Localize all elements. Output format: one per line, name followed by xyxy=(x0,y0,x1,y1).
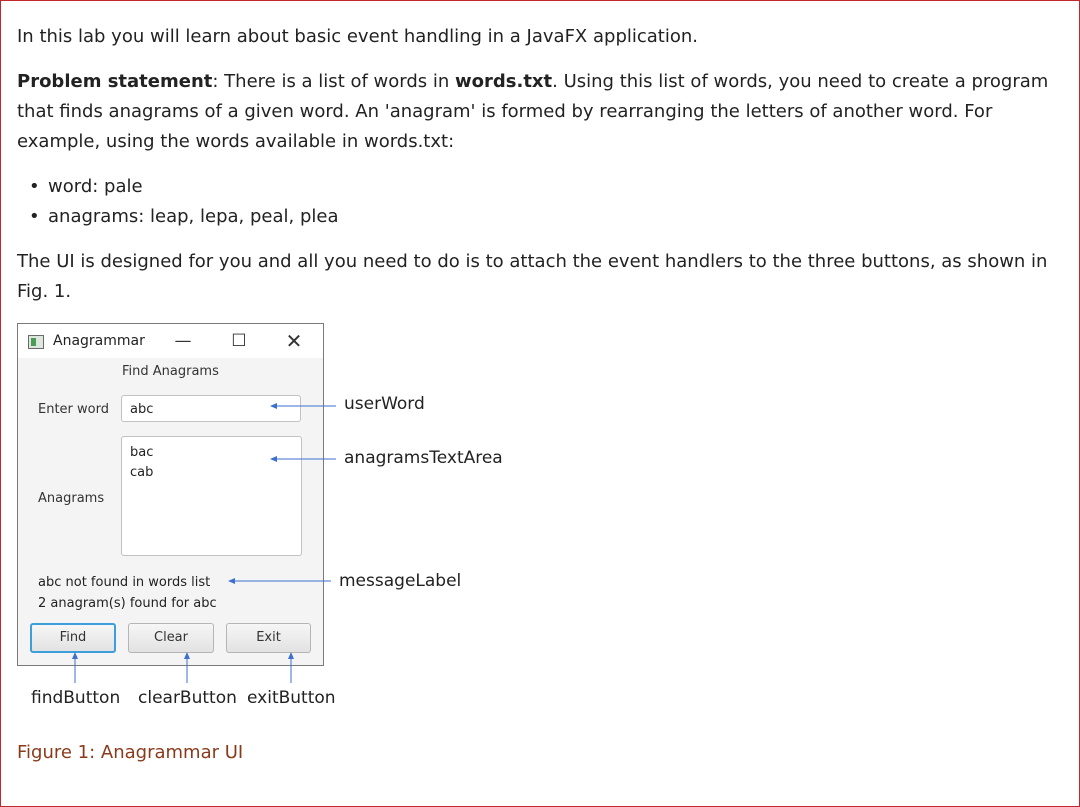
message-label-callout: messageLabel xyxy=(339,571,462,591)
window-titlebar xyxy=(18,324,323,358)
problem-statement-paragraph xyxy=(17,67,1057,157)
message-line: abc not found in words list xyxy=(38,575,211,590)
anagram-line: cab xyxy=(130,465,154,480)
enter-word-label: Enter word xyxy=(38,402,109,417)
minimize-icon[interactable]: — xyxy=(174,331,192,351)
figure-caption: Figure 1: Anagrammar UI xyxy=(17,742,244,763)
message-label xyxy=(38,572,217,614)
word-input[interactable]: abc xyxy=(121,395,301,422)
app-icon xyxy=(28,335,44,349)
intro-paragraph: In this lab you will learn about basic event handling in a JavaFX application. xyxy=(17,26,698,47)
problem-text-b: . Using this list of words, you need to create a program that finds anagrams of a given word. An 'anagram' is formed by rearranging the letters of another word. For example, using the words available in words.txt: xyxy=(17,71,1049,152)
ui-note-paragraph: The UI is designed for you and all you need to do is to attach the event handlers to the three buttons, as shown in Fig. 1. xyxy=(17,251,1048,302)
exit-button-callout: exitButton xyxy=(247,688,336,708)
message-line: 2 anagram(s) found for abc xyxy=(38,596,217,611)
anagrams-label: Anagrams xyxy=(38,491,105,506)
anagram-line: bac xyxy=(130,445,154,460)
anagrams-text-area-callout: anagramsTextArea xyxy=(344,448,503,468)
example-list xyxy=(17,172,338,232)
exit-button[interactable]: Exit xyxy=(226,623,311,653)
find-anagrams-heading: Find Anagrams xyxy=(122,364,219,379)
list-item: • anagrams: leap, lepa, peal, plea xyxy=(17,202,338,232)
window-title: Anagrammar xyxy=(53,333,145,349)
anagrammar-window xyxy=(17,323,324,666)
clear-button[interactable]: Clear xyxy=(128,623,214,653)
maximize-icon[interactable]: ☐ xyxy=(231,331,247,351)
find-button[interactable]: Find xyxy=(30,623,116,653)
problem-text-a: : There is a list of words in xyxy=(212,71,456,92)
list-item: • word: pale xyxy=(17,172,338,202)
clear-button-callout: clearButton xyxy=(138,688,237,708)
problem-label: Problem statement xyxy=(17,71,213,92)
close-icon[interactable]: ✕ xyxy=(285,329,303,353)
words-file-name: words.txt xyxy=(455,71,553,92)
user-word-callout: userWord xyxy=(344,394,425,414)
anagrams-text-area[interactable] xyxy=(121,436,302,556)
find-button-callout: findButton xyxy=(31,688,121,708)
